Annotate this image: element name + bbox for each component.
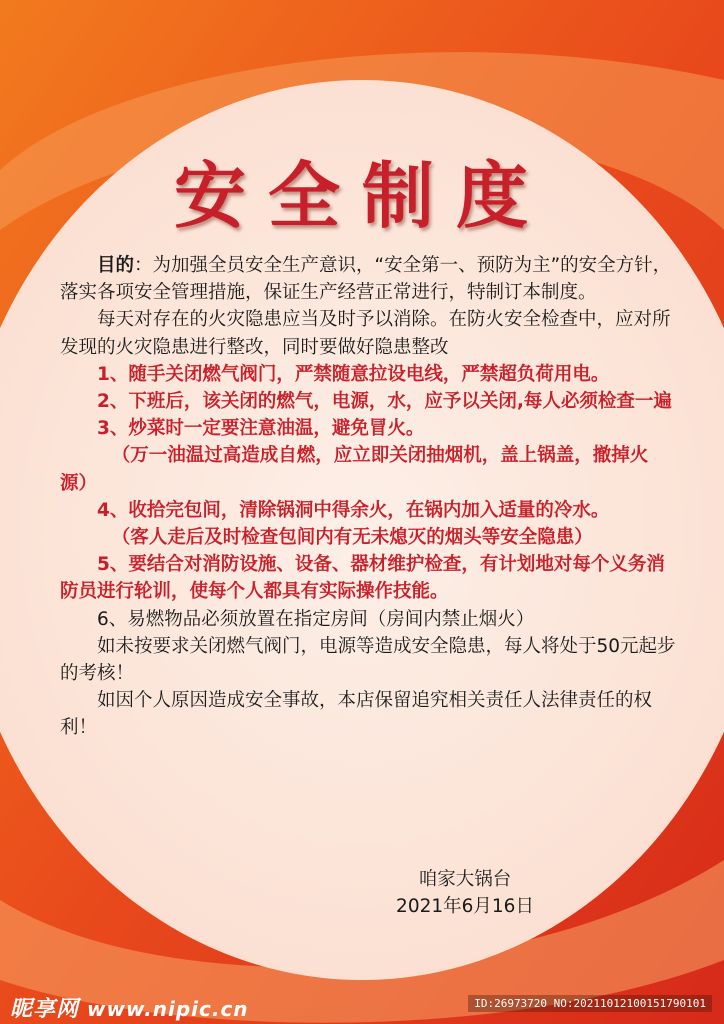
image-id-tag: ID:26973720 NO:20211012100151790101 [468,995,712,1012]
rule-5: 5、要结合对消防设施、设备、器材维护检查，有计划地对每个义务消防员进行轮训，使每个人都具有实际操作技能。 [60,554,665,603]
rule-2: 2、下班后，该关闭的燃气，电源，水，应予以关闭,每人必须检查一遍 [97,391,672,413]
signature-name: 咱家大锅台 [418,869,512,890]
penalty-paragraph: 如未按要求关闭燃气阀门，电源等造成安全隐患，每人将处于50元起步的考核！ [60,635,676,685]
site-logo-url: www.nipic.cn [86,997,249,1021]
rule-3: 3、炒菜时一定要注意油温，避免冒火。 [97,418,425,440]
site-logo-name: 昵享网 [10,997,80,1022]
purpose-paragraph [60,252,676,306]
watermark-bar [0,984,724,1024]
signature-date: 2021年6月16日 [396,896,534,917]
site-logo [10,992,249,1023]
rule-4: 4、收拾完包间，清除锅洞中得余火，在锅内加入适量的冷水。 [97,499,610,521]
purpose-label: 目的 [97,255,135,276]
purpose-text: ：为加强全员安全生产意识，“安全第一、预防为主”的安全方针，落实各项安全管理措施，保证生产经营正常进行，特制订本制度。 [60,255,672,304]
signature-block [380,866,550,920]
rule-6: 6、易燃物品必须放置在指定房间（房间内禁止烟火） [97,608,535,630]
document-body [60,252,676,742]
intro-paragraph: 每天对存在的火灾隐患应当及时予以消除。在防火安全检查中，应对所发现的火灾隐患进行整改，同时要做好隐患整改 [60,309,671,358]
page-title: 安全制度 [173,153,550,238]
rule-1: 1、随手关闭燃气阀门，严禁随意拉设电线，严禁超负荷用电。 [97,363,610,385]
rule-4-note: （客人走后及时检查包间内有无未熄灭的烟头等安全隐患） [111,527,593,549]
rule-3-note: （万一油温过高造成自燃，应立即关闭抽烟机，盖上锅盖，撤掉火源） [60,445,649,494]
liability-paragraph: 如因个人原因造成安全事故，本店保留追究相关责任人法律责任的权利！ [60,690,653,739]
